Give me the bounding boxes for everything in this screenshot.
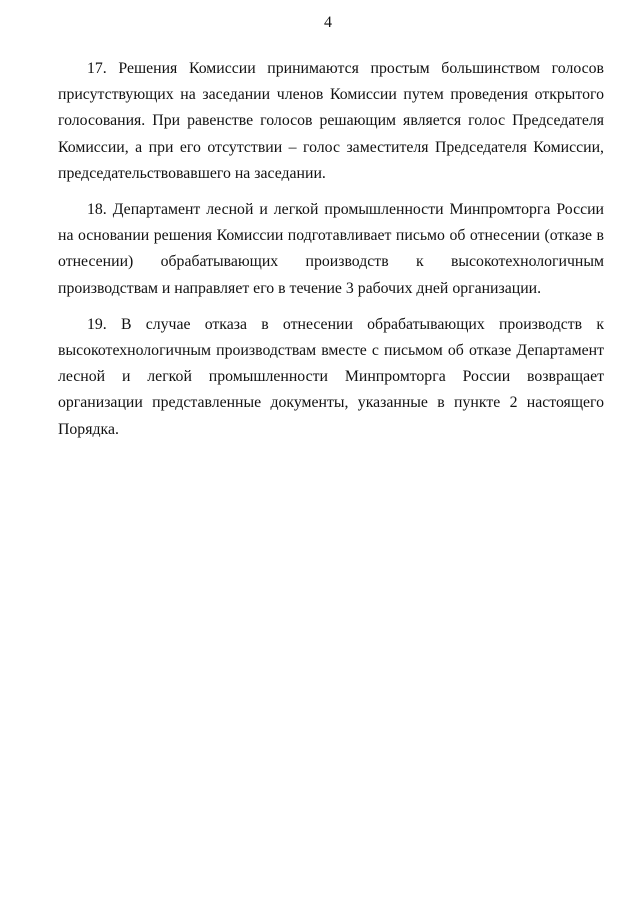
paragraph-17: 17. Решения Комиссии принимаются простым большинством голосов присутствующих на заседании членов Комиссии путем проведения открытого голосования. При равенстве голосов решающим является голос Председателя Комиссии, а при его отсутствии – голос заместителя Председателя Комиссии, председательствовавшего на заседании. (58, 60, 604, 182)
paragraph-18: 18. Департамент лесной и легкой промышленности Минпромторга России на основании решения Комиссии подготавливает письмо об отнесении (отказе в отнесении) обрабатывающих производств к высокотехнологичным производствам и направляет его в течение 3 рабочих дней организации. (58, 201, 604, 297)
paragraph-19: 19. В случае отказа в отнесении обрабатывающих производств к высокотехнологичным производствам вместе с письмом об отказе Департамент лесной и легкой промышленности Минпромторга России возвращает организации представленные документы, указанные в пункте 2 настоящего Порядка. (58, 315, 604, 438)
page-number: 4 (324, 14, 332, 31)
document-body (58, 56, 604, 453)
